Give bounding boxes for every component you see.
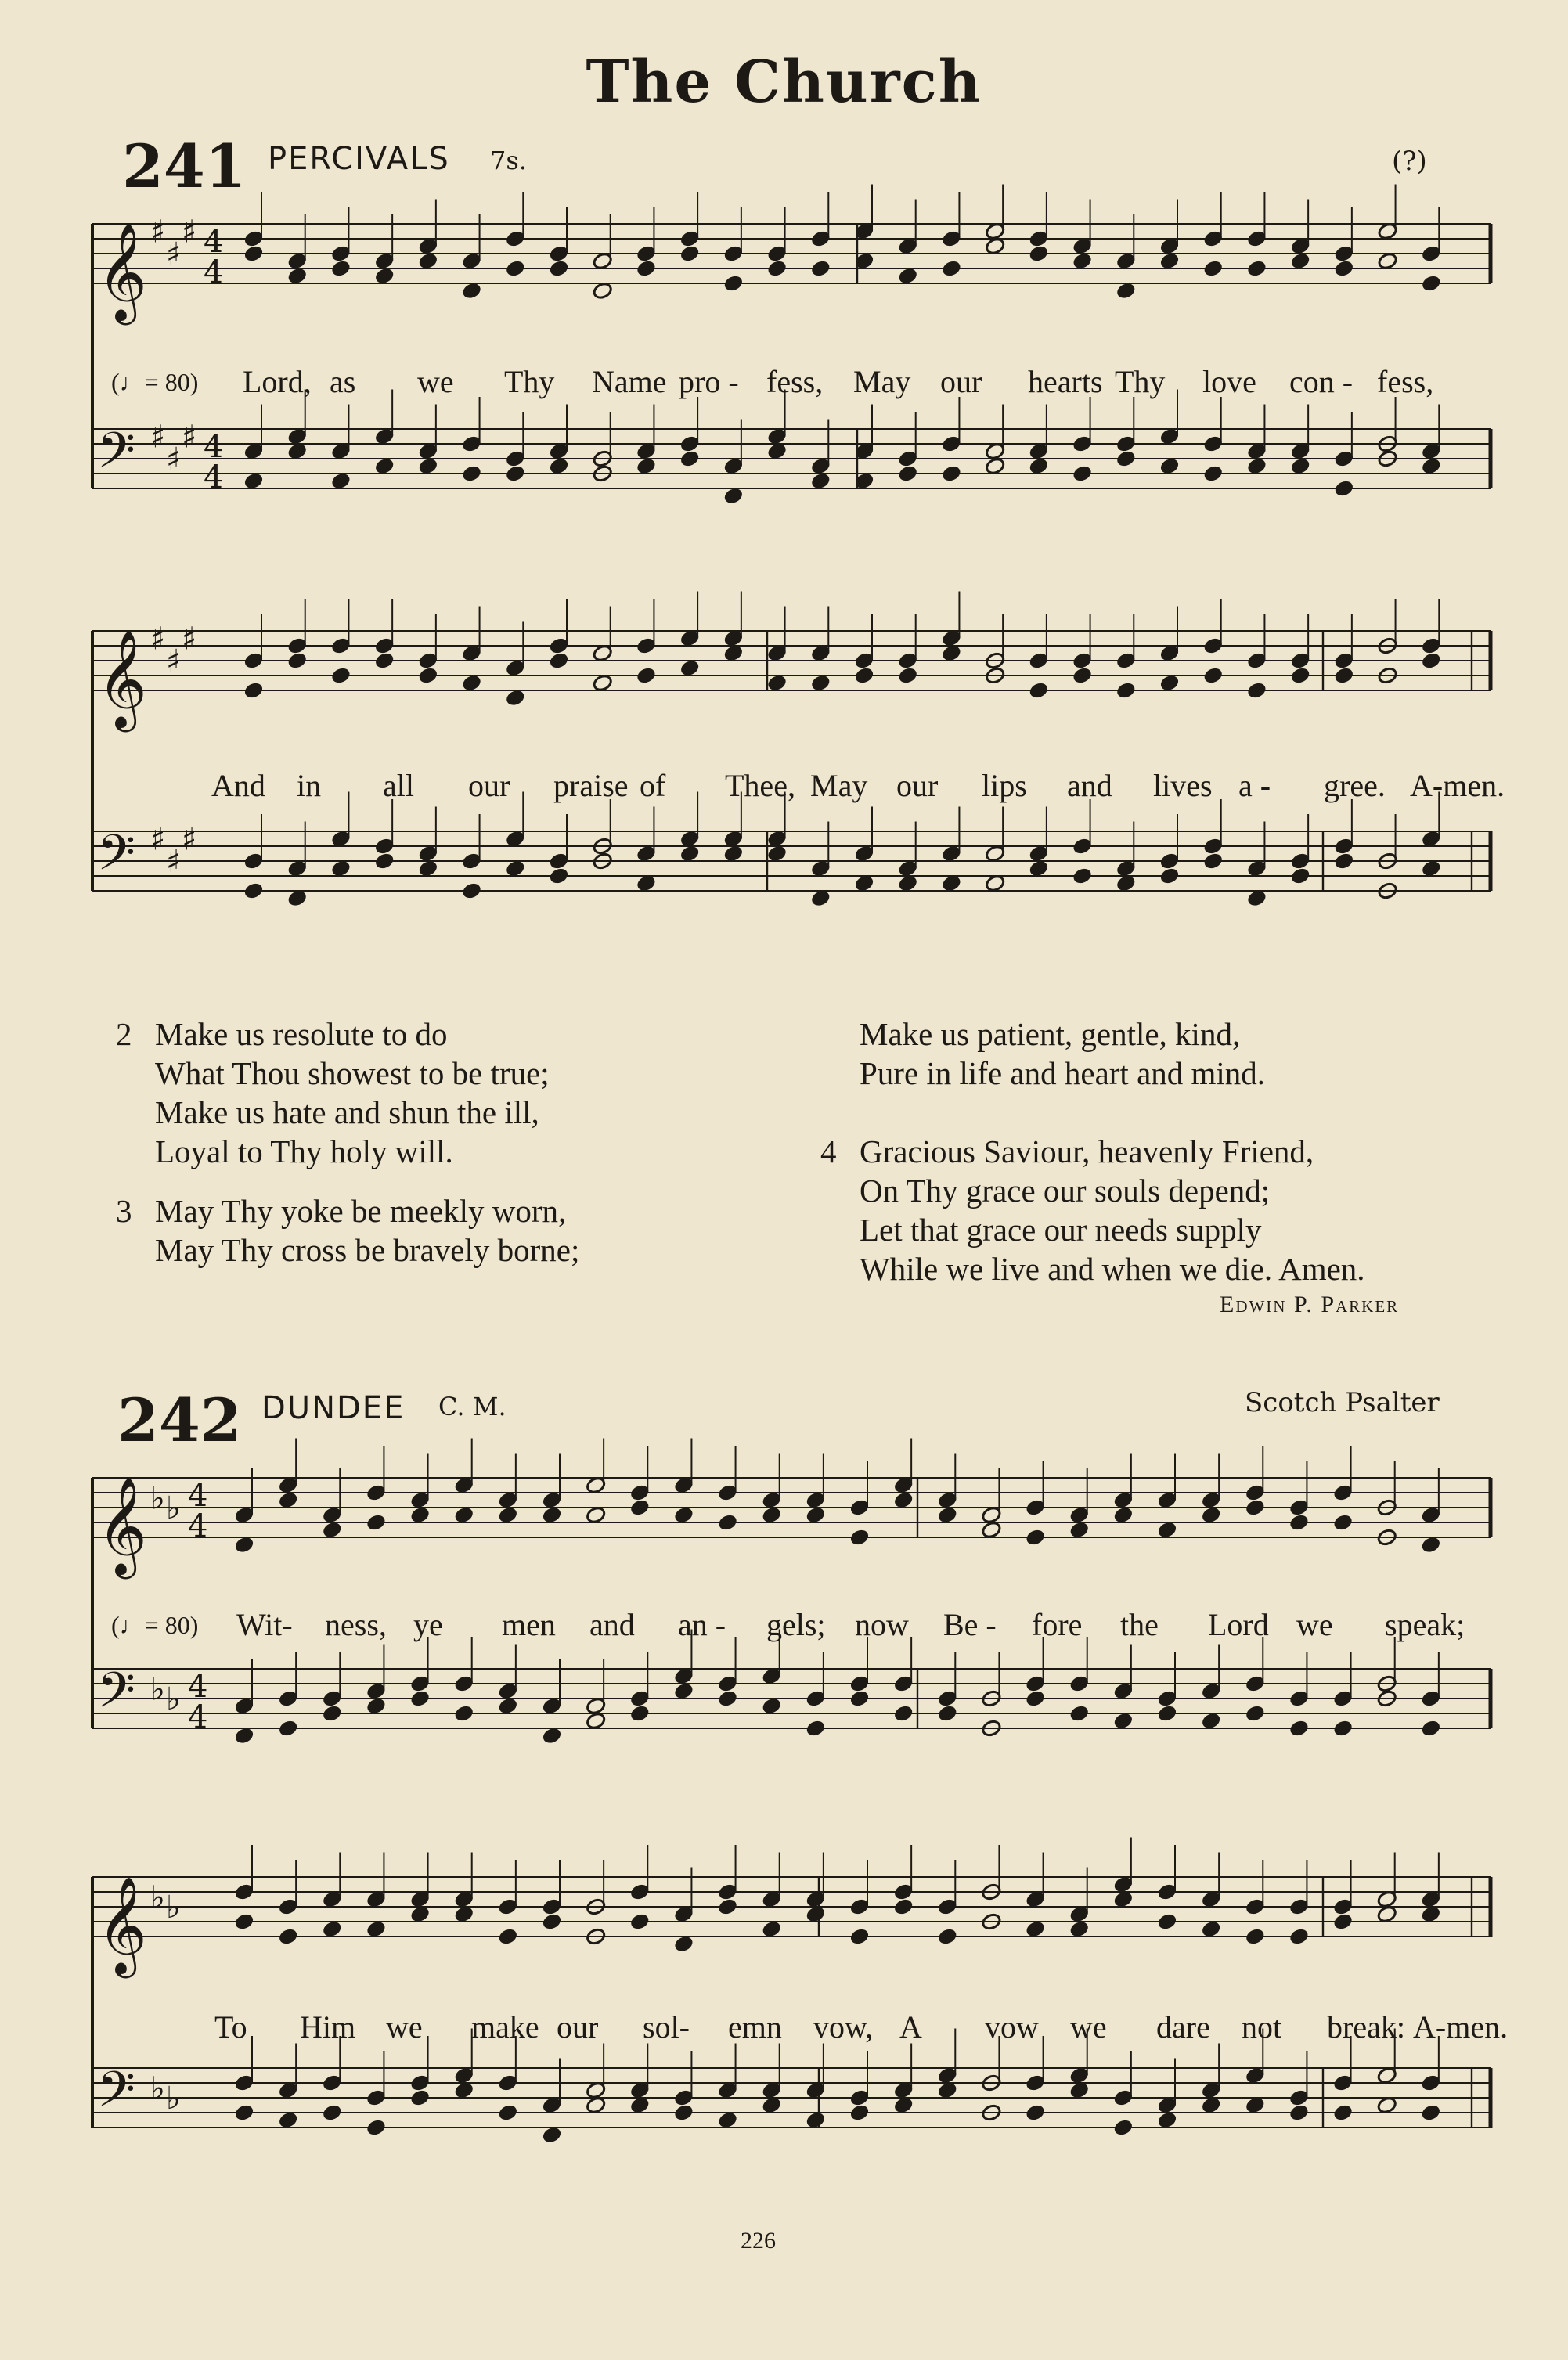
svg-text:♯: ♯ — [150, 214, 166, 250]
lyric-syllable: not — [1242, 2009, 1282, 2045]
svg-text:4: 4 — [204, 224, 224, 261]
svg-text:♯: ♯ — [182, 821, 197, 858]
verses-right — [820, 1014, 1365, 1309]
lyric-syllable: a - — [1238, 768, 1271, 803]
lyric-syllable: fore — [1032, 1607, 1083, 1642]
lyric-syllable: of — [640, 768, 666, 803]
lyric-syllable: And — [211, 768, 265, 803]
tempo-marking: (♩= 80) — [111, 368, 199, 396]
lyric-syllable: Lord — [1208, 1607, 1269, 1642]
svg-text:4: 4 — [188, 1669, 208, 1706]
lyric-syllable: lips — [982, 768, 1027, 803]
lyric-syllable: May — [853, 364, 911, 399]
tune-name: PERCIVALS — [268, 141, 450, 177]
lyric-syllable: and — [1067, 768, 1112, 803]
lyric-syllable: in — [297, 768, 322, 803]
lyric-syllable: we — [417, 364, 454, 399]
page-number: 226 — [741, 2228, 776, 2254]
svg-text:♭: ♭ — [166, 1890, 181, 1926]
lyric-syllable: Thy — [1115, 364, 1166, 399]
svg-text:♯: ♯ — [150, 821, 166, 858]
author: Edwin P. Parker — [1220, 1292, 1400, 1317]
lyric-syllable: our — [557, 2009, 599, 2045]
svg-text:♭: ♭ — [166, 1681, 181, 1717]
page-title: The Church — [586, 49, 982, 116]
composer-note: (?) — [1392, 146, 1427, 177]
lyric-syllable: lives — [1153, 768, 1213, 803]
lyric-syllable: our — [468, 768, 510, 803]
verses-left — [116, 1014, 579, 1290]
lyric-syllable: an - — [678, 1607, 726, 1642]
svg-text:𝄞: 𝄞 — [97, 223, 147, 321]
source-note: Scotch Psalter — [1245, 1387, 1440, 1418]
lyric-syllable: sol- — [643, 2009, 690, 2045]
svg-text:𝄢: 𝄢 — [97, 2060, 135, 2130]
lyric-syllable: praise — [553, 768, 629, 803]
stanza: 3 May Thy yoke be meekly worn, May Thy cross be bravely borne; — [116, 1193, 580, 1268]
lyric-syllable: make — [471, 2009, 539, 2045]
lyric-syllable: A — [899, 2009, 922, 2045]
svg-text:♭: ♭ — [150, 1480, 165, 1517]
lyric-syllable: vow — [985, 2009, 1039, 2045]
svg-text:♯: ♯ — [150, 419, 166, 456]
tempo-marking: (♩= 80) — [111, 1611, 199, 1639]
svg-text:𝄞: 𝄞 — [97, 1477, 147, 1575]
svg-text:𝄞: 𝄞 — [97, 1876, 147, 1974]
lyric-syllable: fess, — [1377, 364, 1434, 399]
lyric-syllable: and — [589, 1607, 635, 1642]
lyric-syllable: our — [896, 768, 939, 803]
lyric-syllable: hearts — [1028, 364, 1103, 399]
svg-text:♯: ♯ — [166, 844, 182, 880]
svg-text:♯: ♯ — [166, 441, 182, 477]
lyric-syllable: we — [386, 2009, 423, 2045]
lyric-syllable: ye — [413, 1607, 443, 1642]
stanza: 4 Gracious Saviour, heavenly Friend, On Thy grace our souls depend; Let that grace our needs supply While we live and when we die. Amen. — [820, 1133, 1365, 1287]
lyric-syllable: break: — [1327, 2009, 1405, 2045]
lyric-syllable: con - — [1289, 364, 1354, 399]
svg-text:♯: ♯ — [150, 621, 166, 658]
lyric-syllable: we — [1070, 2009, 1107, 2045]
svg-text:♯: ♯ — [182, 419, 197, 456]
lyric-syllable: ness, — [325, 1607, 387, 1642]
lyric-syllable: as — [330, 364, 356, 399]
meter: C. M. — [438, 1392, 506, 1421]
lyric-syllable: our — [940, 364, 982, 399]
svg-text:𝄢: 𝄢 — [97, 1661, 135, 1731]
meter: 7s. — [490, 146, 527, 175]
svg-text:♯: ♯ — [182, 621, 197, 658]
lyric-syllable: Thee, — [725, 768, 795, 803]
svg-text:♯: ♯ — [166, 643, 182, 679]
lyric-syllable: To — [214, 2009, 247, 2045]
svg-text:♭: ♭ — [150, 1879, 165, 1916]
lyric-syllable: gels; — [766, 1607, 826, 1642]
lyric-syllable: vow, — [813, 2009, 874, 2045]
lyric-syllable: Be - — [943, 1607, 997, 1642]
lyric-syllable: emn — [728, 2009, 782, 2045]
svg-text:4: 4 — [204, 459, 224, 496]
lyric-syllable: fess, — [766, 364, 824, 399]
lyric-syllable: Him — [300, 2009, 356, 2045]
hymn-number: 241 — [122, 132, 247, 201]
lyric-syllable: dare — [1156, 2009, 1210, 2045]
svg-text:4: 4 — [188, 1478, 208, 1515]
lyric-syllable: pro - — [679, 364, 739, 399]
svg-text:♭: ♭ — [166, 2081, 181, 2117]
lyric-syllable: A-men. — [1410, 768, 1505, 803]
svg-text:♯: ♯ — [166, 236, 182, 272]
svg-text:𝄞: 𝄞 — [97, 630, 147, 728]
svg-text:♭: ♭ — [150, 2070, 165, 2107]
lyric-syllable: love — [1202, 364, 1256, 399]
lyric-syllable: A-men. — [1413, 2009, 1509, 2045]
svg-text:4: 4 — [204, 254, 224, 291]
lyric-syllable: speak; — [1385, 1607, 1465, 1642]
svg-text:𝄢: 𝄢 — [97, 823, 135, 893]
svg-text:4: 4 — [188, 1508, 208, 1545]
stanza: 2 Make us resolute to do What Thou showest to be true; Make us hate and shun the ill, Loyal to Thy holy will. — [116, 1016, 550, 1169]
svg-text:♭: ♭ — [150, 1671, 165, 1708]
lyric-syllable: gree. — [1324, 768, 1386, 803]
lyric-syllable: all — [383, 768, 414, 803]
lyric-syllable: now — [855, 1607, 909, 1642]
tune-name: DUNDEE — [261, 1390, 406, 1426]
svg-text:𝄢: 𝄢 — [97, 421, 135, 491]
svg-text:♯: ♯ — [182, 214, 197, 250]
svg-text:♭: ♭ — [166, 1490, 181, 1526]
lyric-syllable: May — [810, 768, 868, 803]
svg-text:4: 4 — [204, 429, 224, 466]
lyric-syllable: the — [1120, 1607, 1159, 1642]
lyric-syllable: we — [1296, 1607, 1333, 1642]
hymn-number: 242 — [117, 1385, 242, 1455]
lyric-syllable: Thy — [504, 364, 555, 399]
stanza: Make us patient, gentle, kind, Pure in life and heart and mind. — [860, 1016, 1266, 1091]
lyric-syllable: men — [502, 1607, 556, 1642]
svg-text:4: 4 — [188, 1699, 208, 1736]
lyric-syllable: Wit- — [236, 1607, 293, 1642]
lyric-syllable: Lord, — [243, 364, 312, 399]
lyric-syllable: Name — [592, 364, 667, 399]
